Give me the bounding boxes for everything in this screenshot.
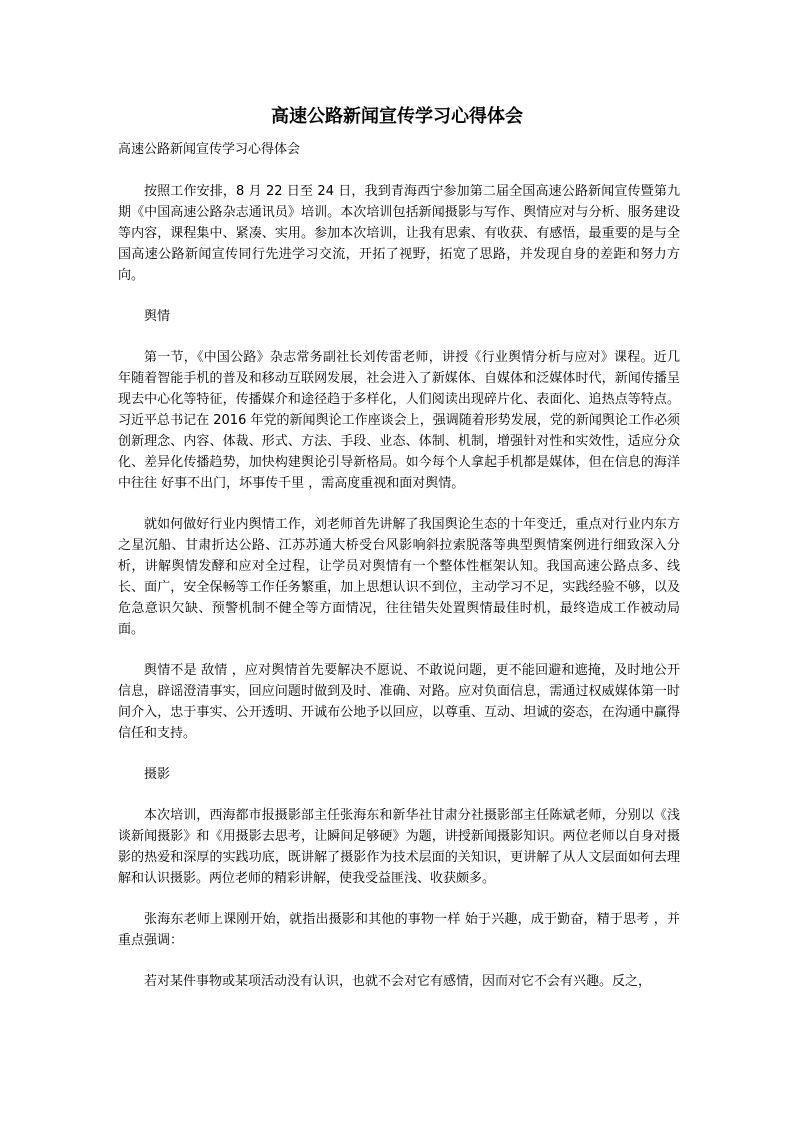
paragraph: 本次培训，西海都市报摄影部主任张海东和新华社甘肃分社摄影部主任陈斌老师，分别以《浅谈新闻摄影》和《用摄影去思考，让瞬间足够硬》为题，讲授新闻摄影知识。两位老师以自身对摄影的热爱和深厚的实践功底，既讲解了摄影作为技术层面的关知识，更讲解了从人文层面如何去理解和认识摄影。两位老师的精彩讲解，使我受益匪浅、收获颇多。 [118,808,680,886]
paragraph: 张海东老师上课刚开始，就指出摄影和其他的事物一样 始于兴趣，成于勤奋，精于思考 ，并重点强调： [118,912,680,948]
paragraph: 若对某件事物或某项活动没有认识，也就不会对它有感情，因而对它不会有兴趣。反之， [144,974,652,989]
paragraph: 按照工作安排，8 月 22 日至 24 日，我到青海西宁参加第二届全国高速公路新闻宣传暨第九期《中国高速公路杂志通讯员》培训。本次培训包括新闻摄影与写作、舆情应对与分析、服务建设等内容，课程集中、紧凑、实用。参加本次培训，让我有思索、有收获、有感悟，最重要的是与全国高速公路新闻宣传同行先进学习交流，开拓了视野，拓宽了思路，并发现自身的差距和努力方向。 [118,184,680,283]
document-subtitle: 高速公路新闻宣传学习心得体会 [118,142,301,157]
document-title: 高速公路新闻宣传学习心得体会 [271,106,523,127]
document-body [118,181,680,1012]
paragraph: 第一节，《中国公路》杂志常务副社长刘传雷老师，讲授《行业舆情分析与应对》课程。近几年随着智能手机的普及和移动互联网发展，社会进入了新媒体、自媒体和泛媒体时代，新闻传播呈现去中心化等特征，传播媒介和途径趋于多样化，人们阅读出现碎片化、表面化、追热点等特点。习近平总书记在 2016 年党的新闻舆论工作座谈会上，强调随着形势发展，党的新闻舆论工作必须创新理念、内容、体裁、形式、方法、手段、业态、体制、机制，增强针对性和实效性，适应分众化、差异化传播趋势，加快构建舆论引导新格局。如今每个人拿起手机都是媒体，但在信息的海洋中往往 好事不出门，坏事传千里 ，需高度重视和面对舆情。 [118,350,680,491]
section-heading: 摄影 [144,767,171,782]
paragraph: 舆情不是 敌情 ，应对舆情首先要解决不愿说、不敢说问题，更不能回避和遮掩，及时地公开信息，辟谣澄清事实，回应问题时做到及时、准确、对路。应对负面信息，需通过权威媒体第一时间介入，忠于事实、公开透明、开诚布公地予以回应，以尊重、互动、坦诚的姿态，在沟通中赢得信任和支持。 [118,663,680,741]
section-heading: 舆情 [144,309,171,324]
paragraph: 就如何做好行业内舆情工作，刘老师首先讲解了我国舆论生态的十年变迁，重点对行业内东方之星沉船、甘肃折达公路、江苏苏通大桥受台风影响斜拉索脱落等典型舆情案例进行细致深入分析，讲解舆情发酵和应对全过程，让学员对舆情有一个整体性框架认知。我国高速公路点多、线长、面广，安全保畅等工作任务繁重，加上思想认识不到位，主动学习不足，实践经验不够，以及危急意识欠缺、预警机制不健全等方面情况，往往错失处置舆情最佳时机，最终造成工作被动局面。 [118,517,680,637]
